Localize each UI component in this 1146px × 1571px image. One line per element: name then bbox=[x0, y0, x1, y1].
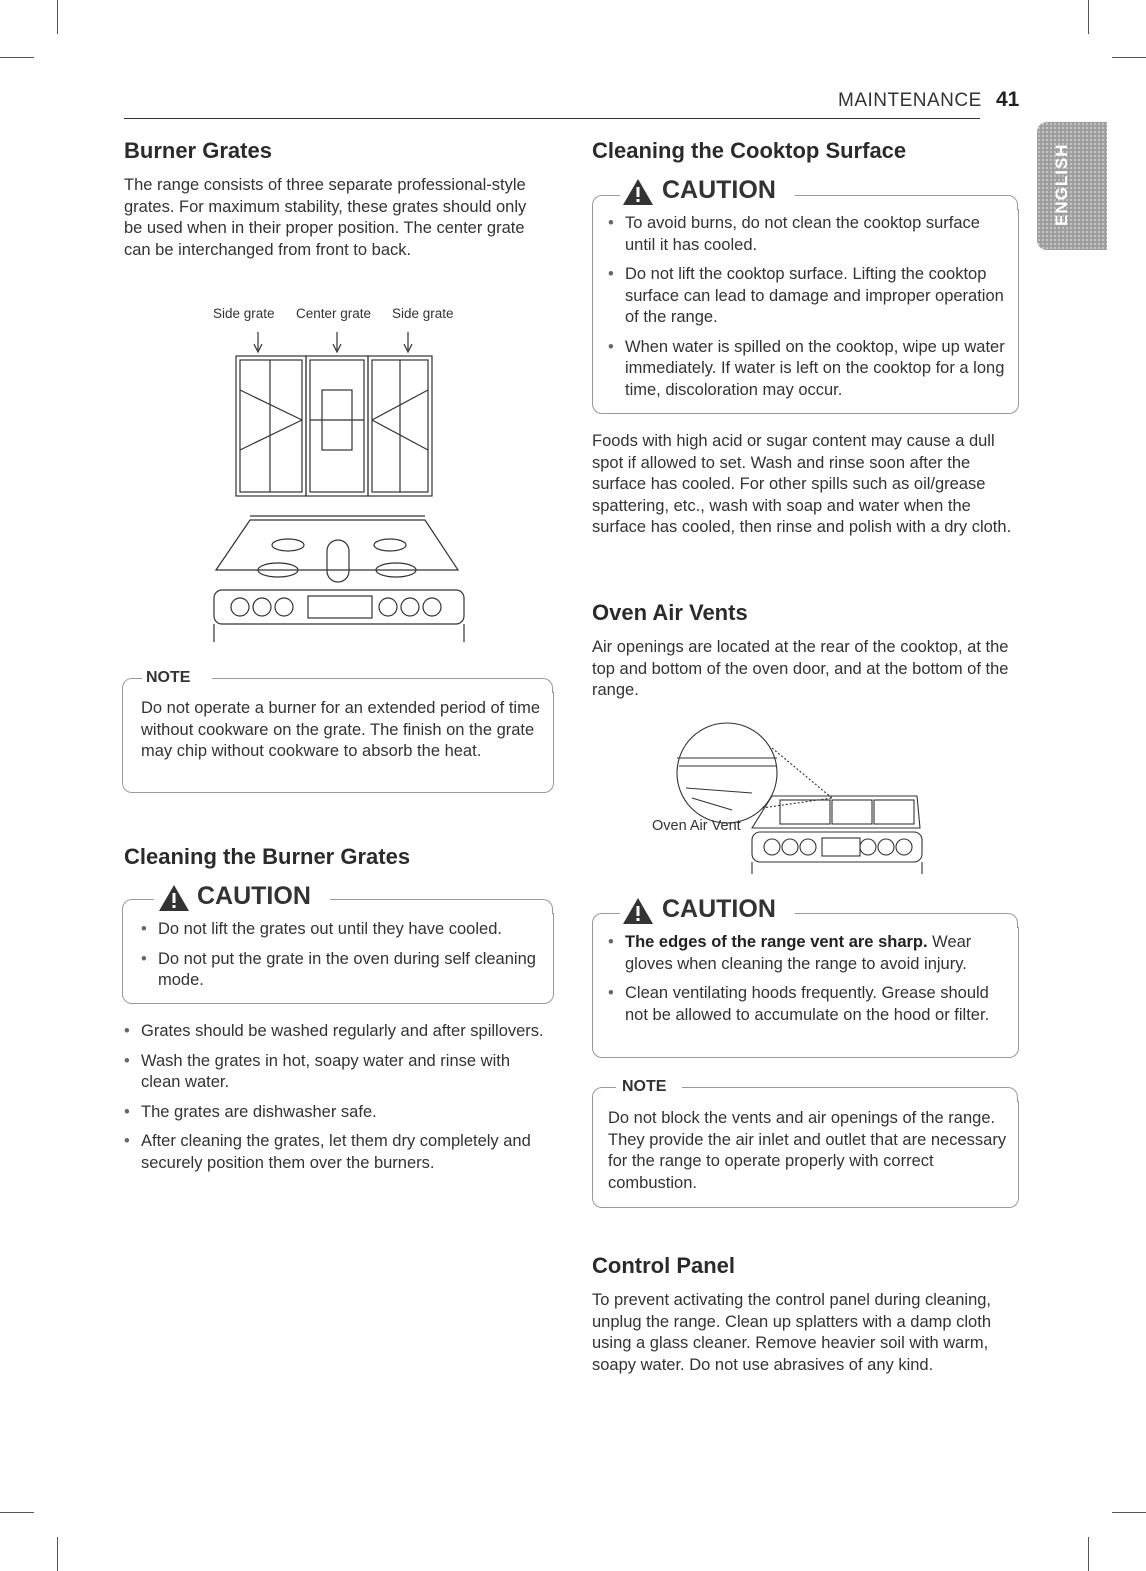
language-tab-label: ENGLISH bbox=[1052, 143, 1071, 226]
warning-icon bbox=[622, 897, 654, 925]
side-grate-right-label: Side grate bbox=[392, 306, 454, 321]
caution-item: • Do not lift the cooktop surface. Lifting the cooktop surface can lead to damage and improper operation of the range. bbox=[608, 264, 1008, 329]
caution-box-top-line bbox=[606, 913, 620, 914]
warning-icon bbox=[158, 884, 190, 912]
caution-list bbox=[608, 932, 1008, 1034]
note-text: Do not operate a burner for an extended period of time without cookware on the grate. The finish on the grate may chip without cookware to absorb the heat. bbox=[141, 699, 541, 760]
crop-mark bbox=[0, 57, 34, 58]
note-box-top-line bbox=[212, 678, 540, 679]
caution-item: • Do not put the grate in the oven during self cleaning mode. bbox=[141, 949, 541, 992]
caution-item bbox=[608, 932, 1008, 975]
header-section-title: MAINTENANCE bbox=[838, 90, 982, 111]
crop-mark bbox=[1088, 0, 1089, 34]
control-panel-body: To prevent activating the control panel during cleaning, unplug the range. Clean up splatters with a damp cloth using a glass cleaner. Remove heavier soil with warm, soapy water. Do not use abrasives of any kind. bbox=[592, 1291, 992, 1374]
caution-list bbox=[608, 213, 1008, 409]
note-label: NOTE bbox=[622, 1078, 667, 1095]
caution-box-corner bbox=[592, 913, 607, 928]
caution-list bbox=[141, 919, 541, 1000]
note-box-top-line bbox=[136, 678, 142, 679]
caution-box-top-line bbox=[330, 899, 540, 900]
note-text: Do not block the vents and air openings of the range. They provide the air inlet and outlet that are necessary for the range to operate properly with correct combustion. bbox=[608, 1109, 1007, 1192]
control-panel-heading: Control Panel bbox=[592, 1253, 736, 1278]
caution-box-corner bbox=[592, 195, 607, 210]
oven-air-vents-heading: Oven Air Vents bbox=[592, 600, 748, 625]
cleaning-grates-list bbox=[124, 1021, 549, 1182]
caution-item: • To avoid burns, do not clean the cooktop surface until it has cooled. bbox=[608, 213, 1008, 256]
caution-box-corner bbox=[122, 899, 137, 914]
header-rule bbox=[124, 118, 980, 119]
burner-grates-heading: Burner Grates bbox=[124, 138, 272, 163]
crop-mark bbox=[1088, 1537, 1089, 1571]
note-box-corner bbox=[538, 678, 553, 693]
crop-mark bbox=[1112, 57, 1146, 58]
caution-box-top-line bbox=[136, 899, 154, 900]
note-box-top-line bbox=[682, 1087, 1005, 1088]
side-grate-left-label: Side grate bbox=[213, 306, 275, 321]
caution-label: CAUTION bbox=[197, 882, 311, 910]
grate-illustration bbox=[200, 330, 475, 650]
center-grate-label: Center grate bbox=[296, 306, 372, 321]
cleaning-burner-grates-heading: Cleaning the Burner Grates bbox=[124, 844, 411, 869]
note-box-corner bbox=[592, 1087, 607, 1102]
cleaning-cooktop-heading: Cleaning the Cooktop Surface bbox=[592, 138, 907, 163]
caution-box-top-line bbox=[606, 195, 620, 196]
oven-air-vent-label: Oven Air Vent bbox=[652, 818, 741, 834]
caution-item: • Do not lift the grates out until they have cooled. bbox=[141, 919, 541, 941]
language-tab bbox=[1037, 122, 1107, 250]
page-number: 41 bbox=[996, 88, 1020, 111]
list-item: • Grates should be washed regularly and after spillovers. bbox=[124, 1021, 549, 1043]
caution-box-corner bbox=[1003, 195, 1018, 210]
caution-item-emphasis: The edges of the range vent are sharp. bbox=[625, 933, 928, 951]
caution-item: • When water is spilled on the cooktop, wipe up water immediately. If water is left on the cooktop for a long time, discoloration may occur. bbox=[608, 337, 1008, 402]
note-box-top-line bbox=[606, 1087, 616, 1088]
caution-box-top-line bbox=[795, 913, 1005, 914]
note-box-corner bbox=[1003, 1087, 1018, 1102]
caution-item-text: Wear gloves when cleaning the range to avoid injury. bbox=[625, 933, 972, 973]
caution-item: • Clean ventilating hoods frequently. Grease should not be allowed to accumulate on the hood or filter. bbox=[608, 983, 1008, 1026]
crop-mark bbox=[57, 0, 58, 34]
cleaning-cooktop-body: Foods with high acid or sugar content may cause a dull spot if allowed to set. Wash and rinse soon after the surface has cooled. For other spills such as oil/grease spattering, etc., wash with soap and water when the surface has cooled, then rinse and polish with a dry cloth. bbox=[592, 432, 1012, 536]
caution-box-corner bbox=[1003, 913, 1018, 928]
crop-mark bbox=[57, 1537, 58, 1571]
list-item: • Wash the grates in hot, soapy water and rinse with clean water. bbox=[124, 1051, 549, 1094]
crop-mark bbox=[1112, 1512, 1146, 1513]
warning-icon bbox=[622, 178, 654, 206]
caution-label: CAUTION bbox=[662, 895, 776, 923]
burner-grates-body: The range consists of three separate professional-style grates. For maximum stability, these grates should only be used when in their proper position. The center grate can be interchanged from front to back. bbox=[124, 176, 527, 259]
list-item: • The grates are dishwasher safe. bbox=[124, 1102, 549, 1124]
caution-label: CAUTION bbox=[662, 176, 776, 204]
note-label: NOTE bbox=[146, 669, 191, 686]
list-item: • After cleaning the grates, let them dry completely and securely position them over the burners. bbox=[124, 1131, 549, 1174]
oven-air-vents-body: Air openings are located at the rear of the cooktop, at the top and bottom of the oven door, and at the bottom of the range. bbox=[592, 638, 1009, 699]
caution-box-top-line bbox=[795, 195, 1005, 196]
oven-vent-illustration bbox=[672, 718, 932, 874]
crop-mark bbox=[0, 1512, 34, 1513]
note-box-corner bbox=[122, 678, 137, 693]
caution-box-corner bbox=[538, 899, 553, 914]
